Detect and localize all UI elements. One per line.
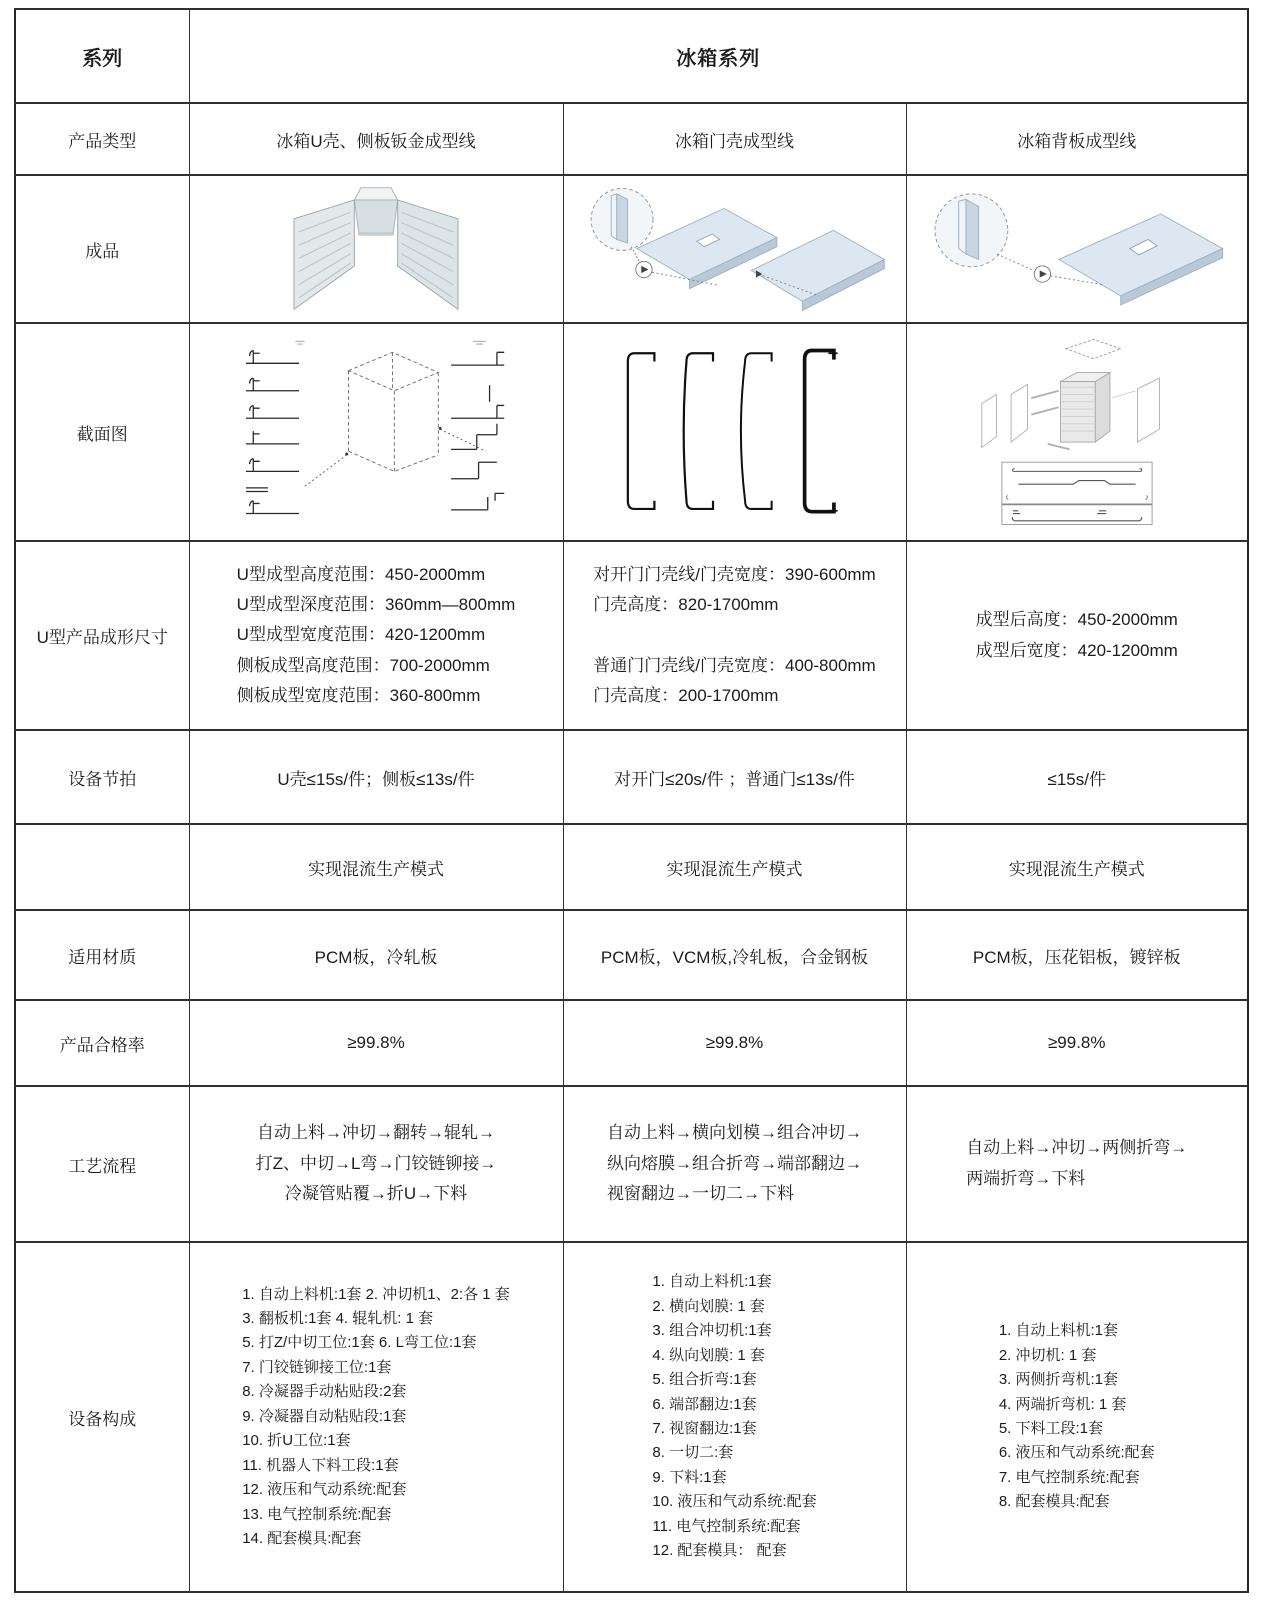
product-type-col1: 冰箱U壳、侧板钣金成型线	[189, 103, 563, 175]
equipment-item: 3. 翻板机:1套 4. 辊轧机: 1 套	[242, 1310, 434, 1328]
equipment-item: 5. 下料工段:1套	[998, 1420, 1104, 1437]
size-line: 成型后高度：450-2000mm	[975, 610, 1178, 630]
profile-box	[1002, 462, 1152, 524]
equipment-item: 8. 冷凝器手动粘贴段:2套	[242, 1383, 407, 1401]
size-line: 门壳高度：200-1700mm	[593, 685, 779, 705]
table-row	[15, 103, 1248, 175]
equipment-item: 10. 折U工位:1套	[242, 1432, 351, 1450]
equipment-item: 1. 自动上料机:1套	[998, 1322, 1119, 1340]
forming-size-col3	[906, 541, 1248, 730]
equipment-item: 14. 配套模具:配套	[242, 1529, 362, 1547]
table-row	[15, 9, 1248, 103]
cycle-time-col1: U壳≤15s/件；侧板≤13s/件	[189, 730, 563, 824]
equipment-item: 3. 两侧折弯机:1套	[998, 1371, 1119, 1389]
forming-size-col1	[189, 541, 563, 730]
equipment-item: 6. 端部翻边:1套	[652, 1395, 757, 1413]
process-flow-label: 工艺流程	[15, 1086, 189, 1242]
flow-line: 冷凝管贴覆→折U→下料	[284, 1184, 468, 1204]
equipment-item: 4. 两端折弯机: 1 套	[998, 1395, 1127, 1413]
equipment-item: 1. 自动上料机:1套	[652, 1273, 772, 1291]
equipment-item: 7. 门铰链铆接工位:1套	[242, 1358, 392, 1376]
equipment-item: 3. 组合冲切机:1套	[652, 1322, 772, 1340]
series-label-cell	[15, 9, 189, 103]
size-line: 门壳高度：820-1700mm	[593, 595, 779, 615]
door-shell-image-cell	[563, 175, 906, 323]
series-value-cell	[189, 9, 1248, 103]
process-flow-col3	[906, 1086, 1248, 1242]
door-section-drawing	[585, 334, 885, 530]
process-flow-col2	[563, 1086, 906, 1242]
door-shell-product-image	[580, 183, 890, 315]
size-line	[593, 620, 875, 650]
left-profile-stack	[246, 350, 299, 513]
equipment-item: 5. 打Z/中切工位:1套 6. L弯工位:1套	[242, 1334, 477, 1352]
mixed-flow-label	[15, 824, 189, 910]
flow-line: 自动上料→冲切→翻转→辊轧→	[257, 1123, 495, 1143]
equipment-item: 12. 配套模具： 配套	[652, 1542, 787, 1560]
table-row	[15, 824, 1248, 910]
pass-rate-col1: ≥99.8%	[189, 1000, 563, 1086]
equipment-item: 10. 液压和气动系统:配套	[652, 1493, 817, 1511]
table-row	[15, 175, 1248, 323]
materials-label: 适用材质	[15, 910, 189, 1000]
equipment-item: 7. 视窗翻边:1套	[652, 1420, 757, 1437]
u-shell-image-cell	[189, 175, 563, 323]
table-row	[15, 323, 1248, 541]
flow-line: 打Z、中切→L弯→门铰链铆接→	[255, 1153, 497, 1173]
series-label: 系列	[82, 47, 123, 70]
u-shell-product-image	[251, 183, 501, 315]
table-row	[15, 1000, 1248, 1086]
equipment-item: 12. 液压和气动系统:配套	[242, 1481, 407, 1499]
table-row	[15, 541, 1248, 730]
size-line: 侧板成型高度范围：700-2000mm	[236, 655, 490, 675]
equipment-col2	[563, 1242, 906, 1592]
forming-size-label: U型产品成形尺寸	[15, 541, 189, 730]
equipment-item: 2. 冲切机: 1 套	[998, 1346, 1097, 1364]
series-title: 冰箱系列	[676, 47, 761, 70]
process-flow-col1	[189, 1086, 563, 1242]
door-panel-left	[636, 208, 776, 288]
size-line: U型成型宽度范围：420-1200mm	[236, 625, 486, 645]
size-line: 侧板成型宽度范围：360-800mm	[236, 685, 481, 705]
size-line: U型成型高度范围：450-2000mm	[236, 564, 486, 584]
pass-rate-col3: ≥99.8%	[906, 1000, 1248, 1086]
equipment-item: 1. 自动上料机:1套 2. 冲切机1、2:各 1 套	[242, 1285, 510, 1303]
equipment-item: 13. 电气控制系统:配套	[242, 1505, 392, 1523]
pass-rate-label: 产品合格率	[15, 1000, 189, 1086]
flow-line: 视窗翻边→一切二→下料	[607, 1184, 794, 1204]
product-type-col2: 冰箱门壳成型线	[563, 103, 906, 175]
size-line: U型成型深度范围：360mm—800mm	[236, 595, 516, 615]
flow-line: 纵向熔膜→组合折弯→端部翻边→	[607, 1153, 862, 1173]
flow-line: 两端折弯→下料	[966, 1169, 1086, 1188]
cycle-time-col3: ≤15s/件	[906, 730, 1248, 824]
size-line: 对开门门壳线/门壳宽度：390-600mm	[593, 564, 876, 584]
materials-col3: PCM板，压花铝板，镀锌板	[906, 910, 1248, 1000]
back-panel-image-cell	[906, 175, 1248, 323]
forming-size-col2	[563, 541, 906, 730]
u-shell-section-cell	[189, 323, 563, 541]
mixed-flow-col3: 实现混流生产模式	[906, 824, 1248, 910]
mixed-flow-col1: 实现混流生产模式	[189, 824, 563, 910]
table-row	[15, 1242, 1248, 1592]
size-line: 普通门门壳线/门壳宽度：400-800mm	[593, 655, 876, 675]
materials-col1: PCM板，冷轧板	[189, 910, 563, 1000]
equipment-item: 2. 横向划膜: 1 套	[652, 1297, 765, 1315]
equipment-item: 7. 电气控制系统:配套	[998, 1468, 1140, 1486]
equipment-item: 11. 机器人下料工段:1套	[242, 1456, 399, 1474]
back-panel	[1059, 214, 1223, 305]
cycle-time-label: 设备节拍	[15, 730, 189, 824]
refrigerator-series-table	[14, 8, 1249, 1593]
equipment-col3	[906, 1242, 1248, 1592]
exploded-view	[981, 339, 1159, 449]
size-line: 成型后宽度：420-1200mm	[975, 640, 1178, 660]
product-type-label: 产品类型	[15, 103, 189, 175]
table-row	[15, 730, 1248, 824]
product-type-col3: 冰箱背板成型线	[906, 103, 1248, 175]
equipment-item: 9. 冷凝器自动粘贴段:1套	[242, 1407, 407, 1425]
table-row	[15, 1086, 1248, 1242]
equipment-col1	[189, 1242, 563, 1592]
equipment-item: 8. 配套模具:配套	[998, 1493, 1110, 1511]
back-panel-section-drawing	[947, 334, 1207, 530]
flow-line: 自动上料→横向划模→组合冲切→	[607, 1123, 862, 1143]
equipment-item: 6. 液压和气动系统:配套	[998, 1444, 1155, 1462]
right-profile-stack	[451, 352, 504, 510]
back-panel-section-cell	[906, 323, 1248, 541]
flow-line: 自动上料→冲切→两侧折弯→	[966, 1138, 1188, 1158]
equipment-item: 8. 一切二:套	[652, 1444, 734, 1462]
pass-rate-col2: ≥99.8%	[563, 1000, 906, 1086]
equipment-label: 设备构成	[15, 1242, 189, 1592]
u-shell-section-drawing	[211, 334, 541, 530]
finished-product-label: 成品	[15, 175, 189, 323]
equipment-item: 5. 组合折弯:1套	[652, 1371, 757, 1389]
door-section-cell	[563, 323, 906, 541]
back-panel-product-image	[922, 183, 1232, 315]
equipment-item: 9. 下料:1套	[652, 1468, 727, 1486]
section-view-label: 截面图	[15, 323, 189, 541]
materials-col2: PCM板，VCM板,冷轧板，合金钢板	[563, 910, 906, 1000]
cycle-time-col2: 对开门≤20s/件 ；普通门≤13s/件	[563, 730, 906, 824]
mixed-flow-col2: 实现混流生产模式	[563, 824, 906, 910]
equipment-item: 11. 电气控制系统:配套	[652, 1517, 801, 1535]
equipment-item: 4. 纵向划膜: 1 套	[652, 1346, 765, 1364]
isometric-box	[349, 352, 439, 471]
table-row	[15, 910, 1248, 1000]
